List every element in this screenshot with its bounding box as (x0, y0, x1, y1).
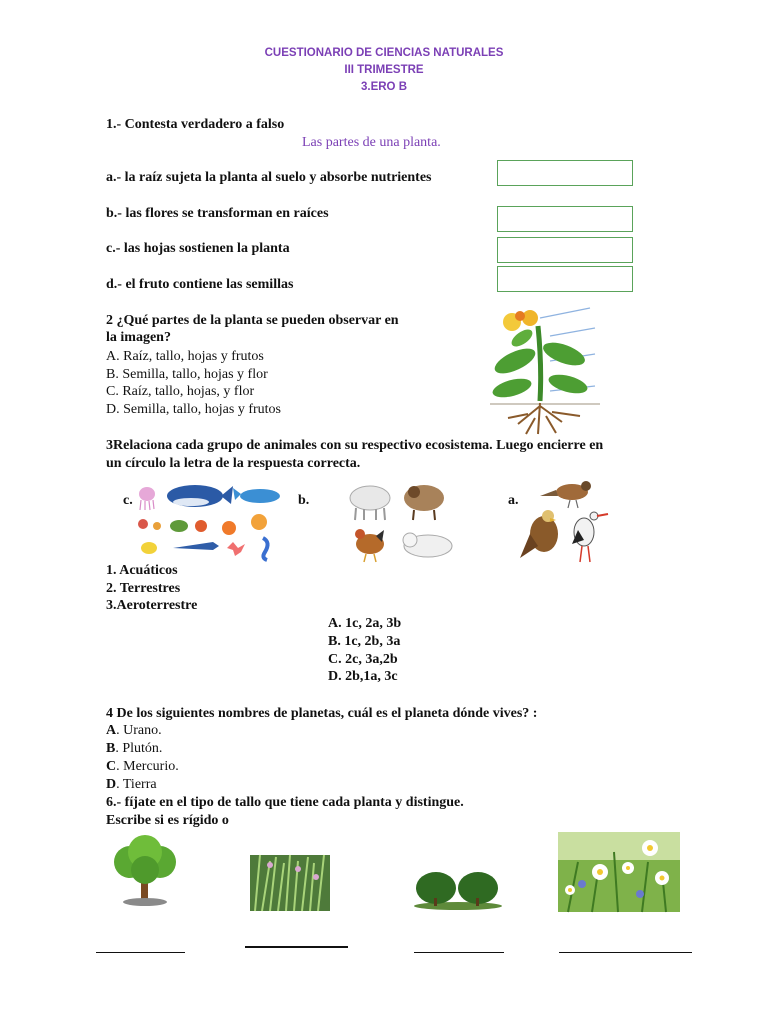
q3-answer-a: A. 1c, 2a, 3b (328, 616, 402, 631)
answer-box-b[interactable] (497, 206, 633, 232)
q1-item-d: d.- el fruto contiene las semillas (106, 277, 294, 292)
grass-chives-image (250, 855, 330, 911)
group-b-label: b. (298, 493, 310, 508)
answer-line-4[interactable] (559, 952, 692, 953)
answer-line-3[interactable] (414, 952, 504, 953)
plant-diagram-image (490, 306, 600, 436)
ecosystem-3: 3.Aeroterrestre (106, 598, 198, 613)
answer-box-d[interactable] (497, 266, 633, 292)
q2-option-b: B. Semilla, tallo, hojas y flor (106, 367, 268, 382)
daisies-image (558, 832, 680, 912)
q3-answer-c: C. 2c, 3a,2b (328, 652, 398, 667)
ecosystem-1: 1. Acuáticos (106, 563, 178, 578)
birds-image (520, 474, 612, 562)
answer-line-2[interactable] (245, 946, 348, 948)
q1-subtitle: Las partes de una planta. (302, 135, 441, 150)
q1-title: 1.- Contesta verdadero a falso (106, 117, 285, 132)
answer-line-1[interactable] (96, 952, 185, 953)
q4-option-d: D. Tierra (106, 777, 157, 792)
q1-item-a: a.- la raíz sujeta la planta al suelo y absorbe nutrientes (106, 170, 432, 185)
q4-option-b: B. Plutón. (106, 741, 163, 756)
header-grade: 3.ERO B (360, 81, 407, 93)
q4-option-a: A. Urano. (106, 723, 162, 738)
q6-title: 6.- fíjate en el tipo de tallo que tiene cada planta y distingue. (106, 795, 464, 810)
q3-title-cont: un círculo la letra de la respuesta correcta. (106, 456, 361, 471)
ecosystem-2: 2. Terrestres (106, 581, 181, 596)
q2-option-a: A. Raíz, tallo, hojas y frutos (106, 349, 264, 364)
group-a-label: a. (508, 493, 519, 508)
answer-box-a[interactable] (497, 160, 633, 186)
tree-image (104, 836, 186, 908)
q3-answer-b: B. 1c, 2b, 3a (328, 634, 401, 649)
q2-title: 2 ¿Qué partes de la planta se pueden observar en (106, 313, 399, 328)
q3-title: 3Relaciona cada grupo de animales con su respectivo ecosistema. Luego encierre en (106, 438, 604, 453)
q1-item-c: c.- las hojas sostienen la planta (106, 241, 290, 256)
bushes-image (412, 868, 504, 910)
q3-answer-d: D. 2b,1a, 3c (328, 669, 398, 684)
header-trimester: III TRIMESTRE (344, 64, 424, 76)
terrestrial-animals-image (342, 480, 462, 564)
q4-option-c: C. Mercurio. (106, 759, 179, 774)
q4-title: 4 De los siguientes nombres de planetas, cuál es el planeta dónde vives? : (106, 706, 538, 721)
answer-box-c[interactable] (497, 237, 633, 263)
group-c-label: c. (123, 493, 133, 508)
q2-option-c: C. Raíz, tallo, hojas, y flor (106, 384, 255, 399)
aquatic-animals-image (135, 482, 285, 560)
q6-subtitle: Escribe si es rígido o (106, 813, 229, 828)
q2-option-d: D. Semilla, tallo, hojas y frutos (106, 402, 281, 417)
q2-title-cont: la imagen? (106, 330, 171, 345)
q1-item-b: b.- las flores se transforman en raíces (106, 206, 329, 221)
header-title: CUESTIONARIO DE CIENCIAS NATURALES (264, 47, 504, 59)
